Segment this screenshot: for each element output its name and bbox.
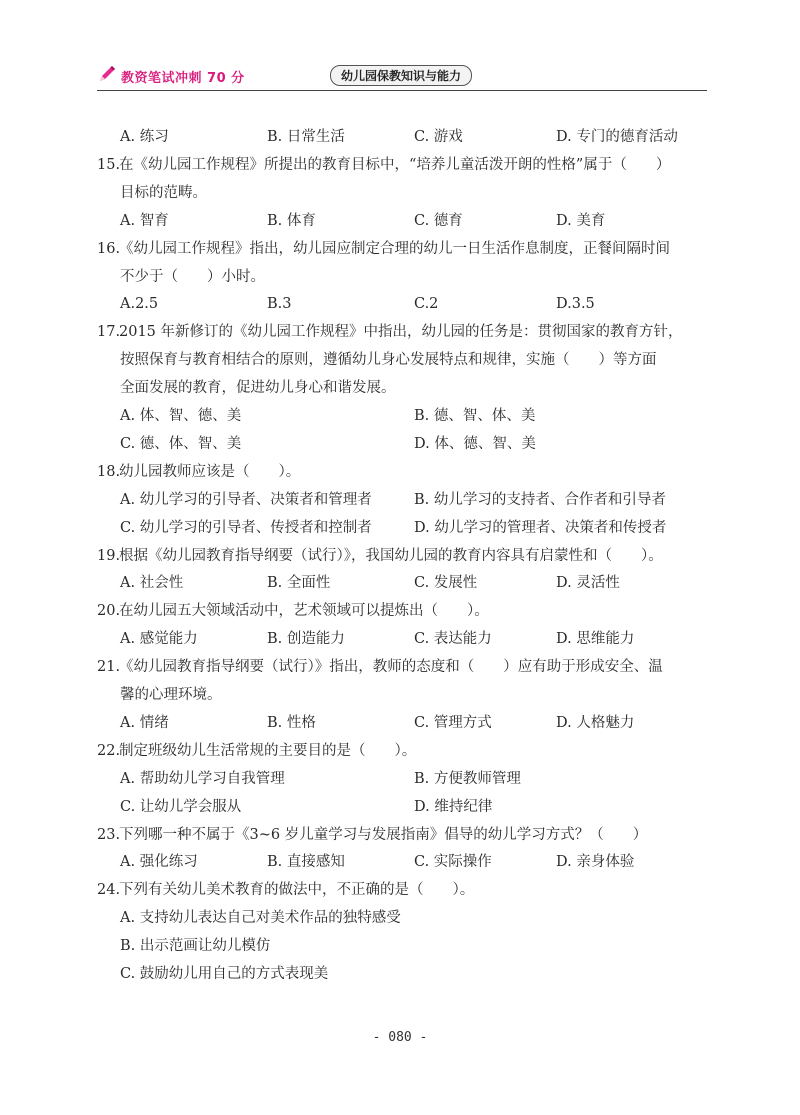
answer-option: D. 灵活性 <box>556 575 620 592</box>
answer-option: C. 德育 <box>414 212 463 229</box>
answer-option: D.3.5 <box>556 296 595 313</box>
answer-option: D. 幼儿学习的管理者、决策者和传授者 <box>414 519 667 536</box>
answer-option: A. 感觉能力 <box>120 631 198 648</box>
question-stem: 在幼儿园五大领域活动中，艺术领域可以提炼出（ ）。 <box>119 603 489 620</box>
answer-option: B. 全面性 <box>267 575 331 592</box>
answer-option: B. 幼儿学习的支持者、合作者和引导者 <box>414 491 666 508</box>
answer-option: A. 情绪 <box>120 714 169 731</box>
answer-option: C. 鼓励幼儿用自己的方式表现美 <box>120 966 329 982</box>
answer-option: B.3 <box>267 296 292 313</box>
answer-option: A. 支持幼儿表达自己对美术作品的独特感受 <box>120 910 401 927</box>
answer-option: D. 美育 <box>556 212 606 229</box>
answer-option: A. 幼儿学习的引导者、决策者和管理者 <box>120 491 372 508</box>
question-number: 17. <box>97 324 121 341</box>
answer-option: A. 强化练习 <box>120 854 198 871</box>
subject-title: 幼儿园保教知识与能力 <box>330 65 472 86</box>
answer-option: D. 人格魅力 <box>556 714 635 731</box>
question-stem: 《幼儿园工作规程》指出，幼儿园应制定合理的幼儿一日生活作息制度，正餐间隔时间 <box>119 240 670 257</box>
answer-option: A. 练习 <box>120 129 169 145</box>
question-stem: 下列有关幼儿美术教育的做法中，不正确的是（ ）。 <box>119 882 475 899</box>
answer-option: B. 方便教师管理 <box>414 770 521 787</box>
answer-option: A. 体、智、德、美 <box>120 408 242 424</box>
question-stem: 2015 年新修订的《幼儿园工作规程》中指出，幼儿园的任务是：贯彻国家的教育方针， <box>119 324 683 341</box>
answer-option: C. 幼儿学习的引导者、传授者和控制者 <box>120 519 372 536</box>
question-number: 19. <box>97 547 121 564</box>
answer-option: C. 管理方式 <box>414 714 492 731</box>
answer-option: A. 社会性 <box>120 575 184 592</box>
question-number: 21. <box>97 659 121 676</box>
question-number: 22. <box>97 742 121 759</box>
question-stem: 全面发展的教育，促进幼儿身心和谐发展。 <box>120 380 396 397</box>
question-stem: 幼儿园教师应该是（ ）。 <box>119 463 301 480</box>
question-stem: 《幼儿园教育指导纲要（试行）》指出，教师的态度和（ ）应有助于形成安全、温 <box>119 659 663 676</box>
answer-option: C. 发展性 <box>414 575 478 592</box>
page-number: - 080 - <box>372 1030 428 1045</box>
answer-option: B. 日常生活 <box>267 129 345 145</box>
answer-option: C.2 <box>414 296 439 313</box>
answer-option: D. 思维能力 <box>556 631 635 648</box>
answer-option: B. 性格 <box>267 714 316 731</box>
answer-option: B. 体育 <box>267 212 316 229</box>
question-stem: 下列哪一种不属于《3~6 岁儿童学习与发展指南》倡导的幼儿学习方式？（ ） <box>119 826 648 843</box>
answer-option: C. 游戏 <box>414 129 463 145</box>
answer-option: C. 让幼儿学会服从 <box>120 798 242 815</box>
answer-option: D. 亲身体验 <box>556 854 635 871</box>
answer-option: B. 直接感知 <box>267 854 345 871</box>
answer-option: B. 创造能力 <box>267 631 345 648</box>
answer-option: B. 出示范画让幼儿模仿 <box>120 938 271 955</box>
question-stem: 目标的范畴。 <box>120 184 207 201</box>
answer-option: D. 体、德、智、美 <box>414 435 536 452</box>
question-stem: 在《幼儿园工作规程》所提出的教育目标中，“培养儿童活泼开朗的性格”属于（ ） <box>119 156 671 173</box>
question-number: 15. <box>97 156 121 173</box>
question-stem: 制定班级幼儿生活常规的主要目的是（ ）。 <box>119 742 417 759</box>
answer-option: D. 维持纪律 <box>414 798 493 815</box>
question-stem: 按照保育与教育相结合的原则，遵循幼儿身心发展特点和规律，实施（ ）等方面 <box>120 352 657 369</box>
answer-option: A. 帮助幼儿学习自我管理 <box>120 770 285 787</box>
pencil-icon <box>97 64 117 84</box>
question-stem: 根据《幼儿园教育指导纲要（试行）》，我国幼儿园的教育内容具有启蒙性和（ ）。 <box>119 547 663 564</box>
question-number: 16. <box>97 240 121 257</box>
answer-option: C. 表达能力 <box>414 631 492 648</box>
question-number: 24. <box>97 882 121 899</box>
series-title: 教资笔试冲刺 70 分 <box>121 71 245 86</box>
question-number: 18. <box>97 463 121 480</box>
question-stem: 不少于（ ）小时。 <box>120 268 265 285</box>
answer-option: B. 德、智、体、美 <box>414 408 536 424</box>
running-header <box>97 62 707 91</box>
answer-option: A.2.5 <box>120 296 159 313</box>
answer-option: C. 实际操作 <box>414 854 492 871</box>
answer-option: A. 智育 <box>120 212 169 229</box>
question-stem: 馨的心理环境。 <box>120 687 222 703</box>
answer-option: C. 德、体、智、美 <box>120 435 242 452</box>
answer-option: D. 专门的德育活动 <box>556 129 678 145</box>
question-number: 20. <box>97 603 121 620</box>
question-number: 23. <box>97 826 121 843</box>
